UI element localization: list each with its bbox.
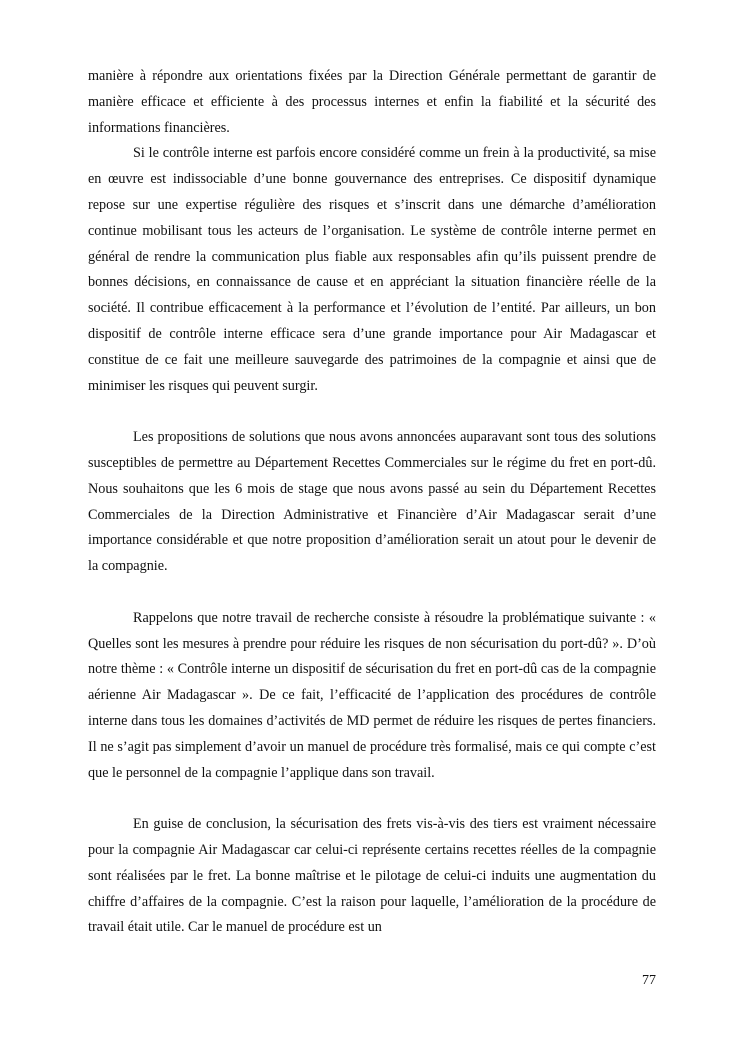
paragraph-internal-control: Si le contrôle interne est parfois encore considéré comme un frein à la productivité, sa mise en œuvre est indissociable d’une bonne gouvernance des entreprises. Ce dispositif dynamique repose sur une expertise régulière des risques et s’inscrit dans une démarche d’amélioration continue mobilisant tous les acteurs de l’organisation. Le système de contrôle interne permet en général de rendre la communication plus fiable aux responsables afin qu’ils puissent prendre de bonnes décisions, en connaissance de cause et en appréciant la situation financière réelle de la société. Il contribue efficacement à la performance et l’évolution de l’entité. Par ailleurs, un bon dispositif de contrôle interne efficace sera d’une grande importance pour Air Madagascar et constitue de ce fait une meilleure sauvegarde des patrimoines de la compagnie et ainsi que de minimiser les risques qui peuvent surgir. [88, 145, 656, 394]
paragraph-research-problem: Rappelons que notre travail de recherche consiste à résoudre la problématique suivante : « Quelles sont les mesures à prendre pour réduire les risques de non sécurisation du port-dû? ». D’où notre thème : « Contrôle interne un dispositif de sécurisation du fret en port-dû cas de la compagnie aérienne Air Madagascar ». De ce fait, l’efficacité de l’application des procédures de contrôle interne dans tous les domaines d’activités de MD permet de réduire les risques de pertes financiers. Il ne s’agit pas simplement d’avoir un manuel de procédure très formalisé, mais ce qui compte c’est que le personnel de la compagnie l’applique dans son travail. [88, 609, 656, 781]
paragraph-gap [88, 399, 656, 425]
paragraph-conclusion: En guise de conclusion, la sécurisation des frets vis-à-vis des tiers est vraiment nécessaire pour la compagnie Air Madagascar car celui-ci représente certains recettes réelles de la compagnie sont réalisées par le fret. La bonne maîtrise et le pilotage de celui-ci induits une augmentation du chiffre d’affaires de la compagnie. C’est la raison pour laquelle, l’amélioration de la procédure de travail était utile. Car le manuel de procédure est un [88, 816, 656, 936]
body-text [88, 64, 656, 941]
paragraph-continuation: manière à répondre aux orientations fixées par la Direction Générale permettant de garantir de manière efficace et efficiente à des processus internes et enfin la fiabilité et la sécurité des informations financières. [88, 68, 656, 136]
paragraph-solutions: Les propositions de solutions que nous avons annoncées auparavant sont tous des solutions susceptibles de permettre au Département Recettes Commerciales sur le régime du fret en port-dû. Nous souhaitons que les 6 mois de stage que nous avons passé au sein du Département Recettes Commerciales de la Direction Administrative et Financière d’Air Madagascar serait d’une importance considérable et que notre proposition d’amélioration serait un atout pour le devenir de la compagnie. [88, 429, 656, 575]
paragraph-gap [88, 580, 656, 606]
page-number: 77 [642, 973, 656, 988]
paragraph-gap [88, 786, 656, 812]
